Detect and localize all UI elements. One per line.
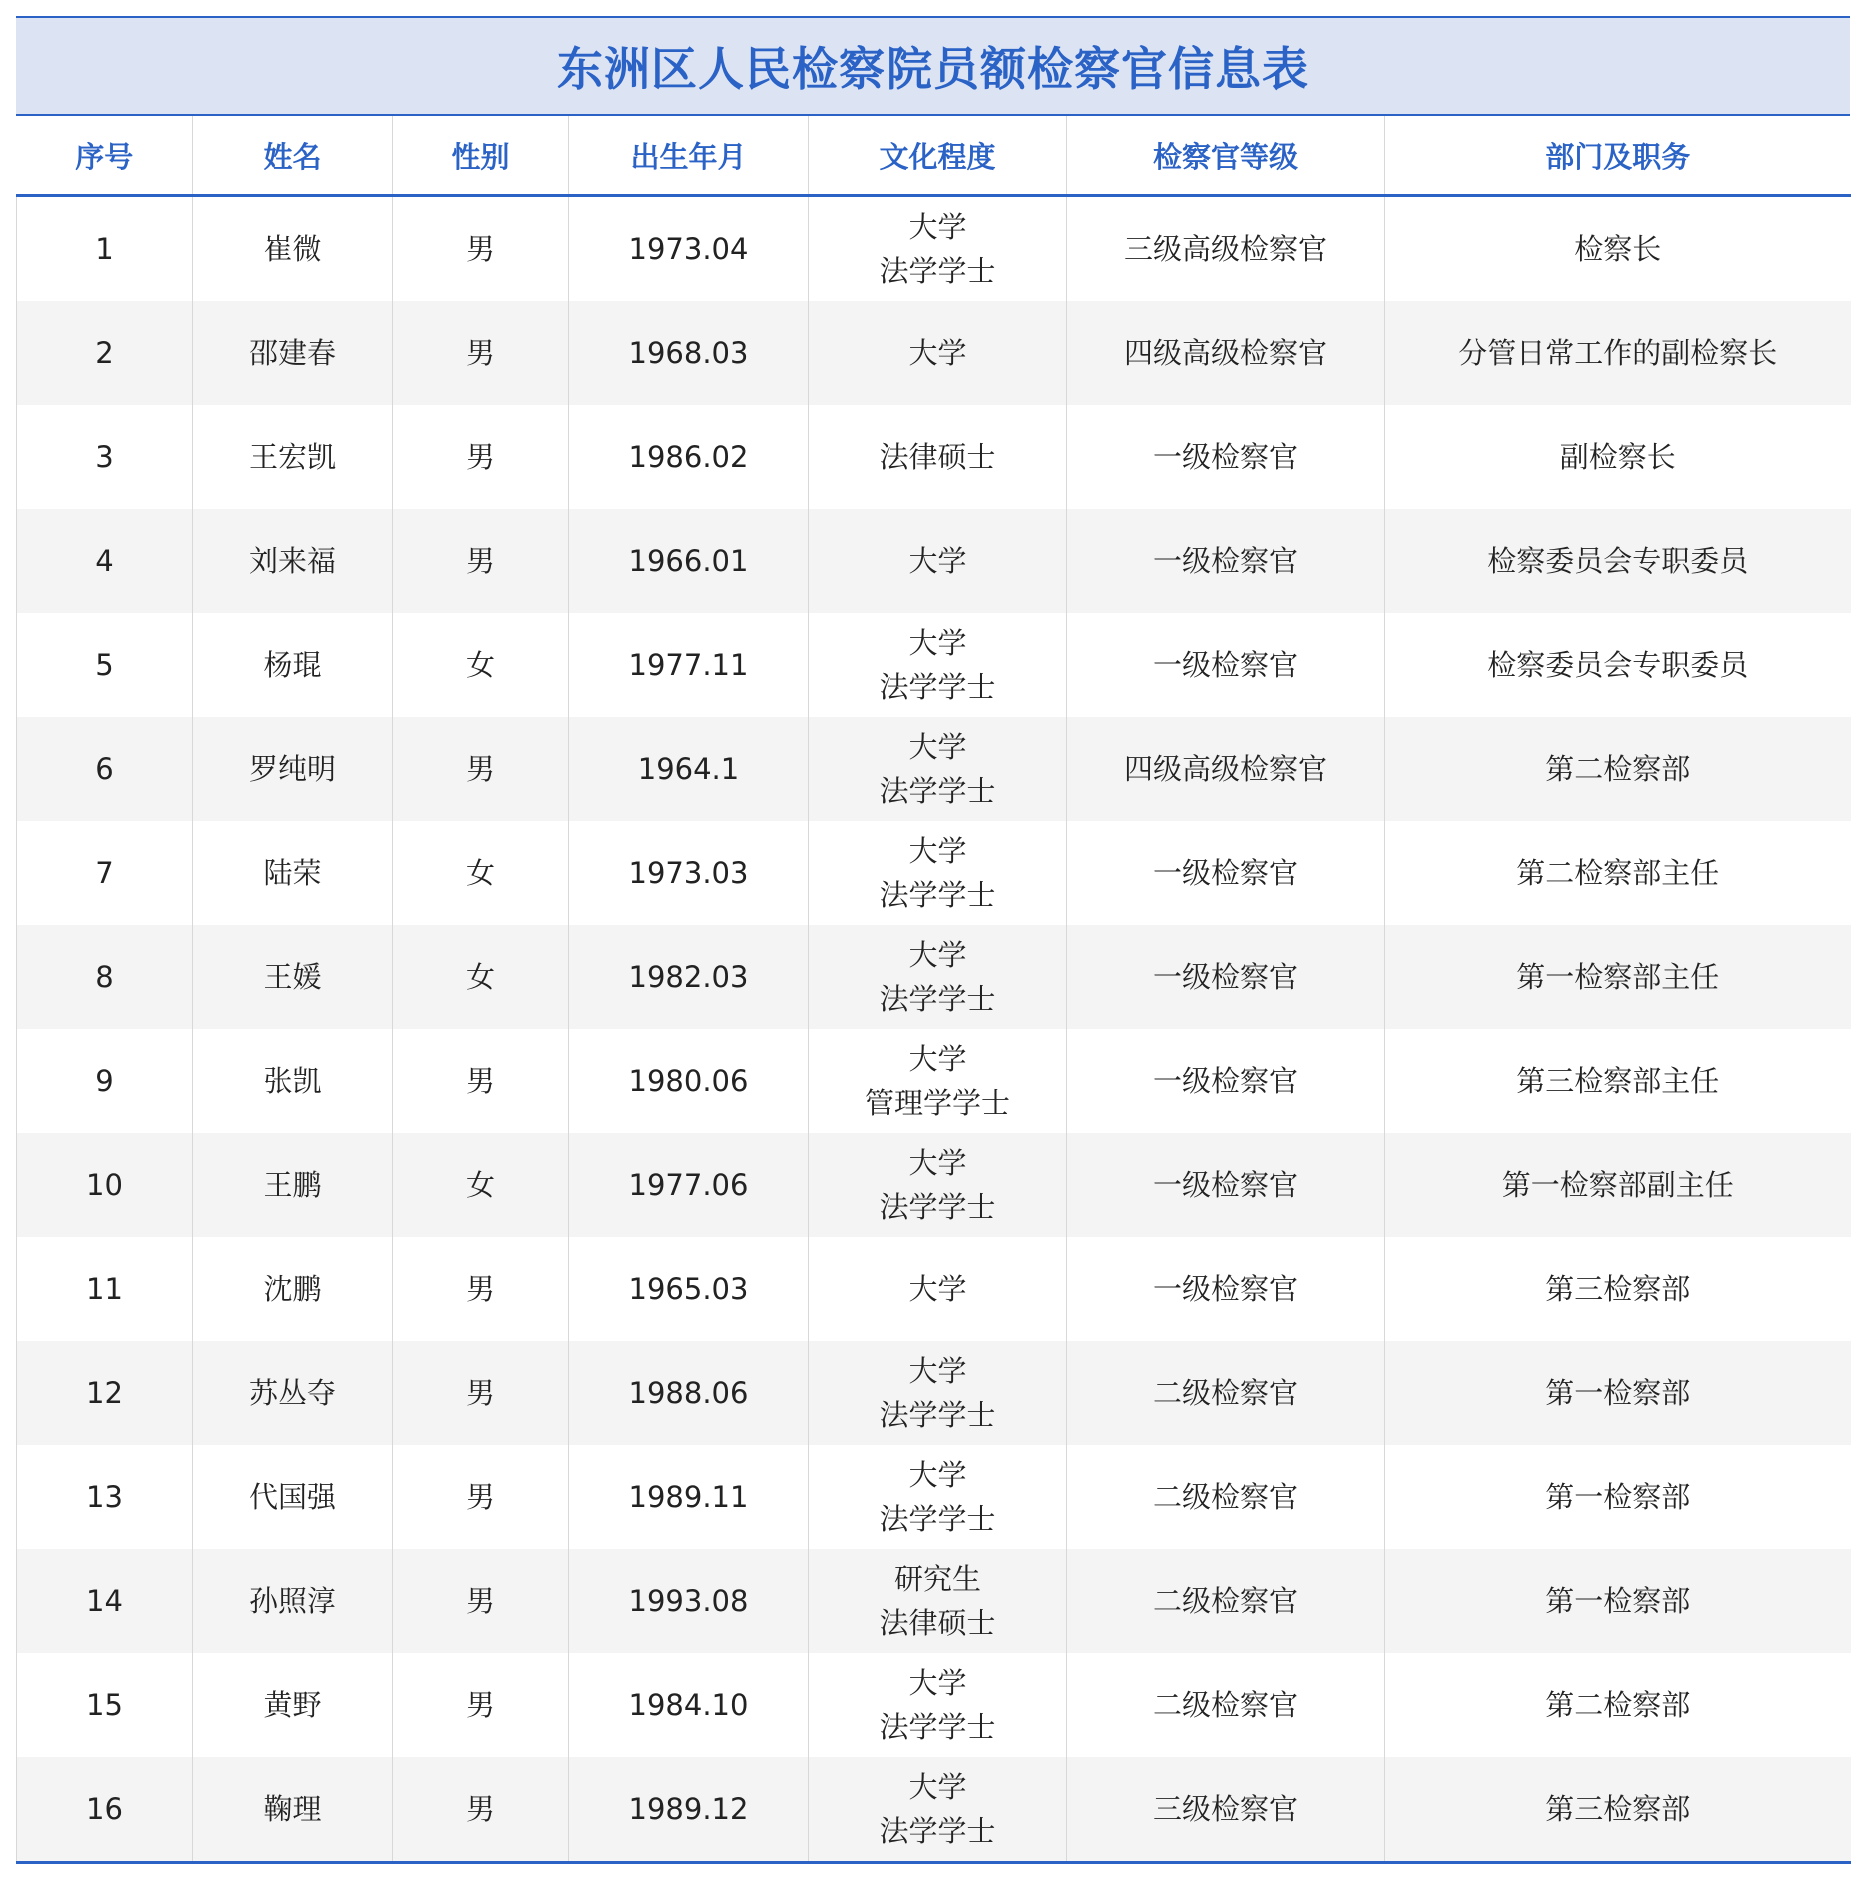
cell-department: 检察长: [1574, 232, 1662, 266]
cell-no: 14: [17, 1549, 193, 1653]
cell-birth: 1977.06: [569, 1133, 809, 1237]
table-row: [17, 509, 1851, 613]
education-line-1: 大学: [908, 938, 967, 972]
cell-level: 二级检察官: [1067, 1445, 1385, 1549]
education-line-1: 大学: [908, 1146, 967, 1180]
cell-no: 7: [17, 821, 193, 925]
cell-name: 陆荣: [193, 821, 393, 925]
cell-education: [809, 1237, 1067, 1341]
cell-department: 检察委员会专职委员: [1385, 509, 1851, 613]
cell-education: [809, 1653, 1067, 1757]
cell-gender: 男: [393, 1653, 569, 1757]
cell-no: 13: [17, 1445, 193, 1549]
cell-education: [809, 1445, 1067, 1549]
education-line-1: 大学: [908, 1354, 967, 1388]
cell-education: [809, 1133, 1067, 1237]
table-row: [17, 1653, 1851, 1757]
cell-department: 第一检察部主任: [1385, 925, 1851, 1029]
cell-birth: 1964.1: [569, 717, 809, 821]
table-row: [17, 1757, 1851, 1863]
cell-department: 第一检察部: [1385, 1549, 1851, 1653]
cell-birth: 1980.06: [569, 1029, 809, 1133]
cell-name: 罗纯明: [193, 717, 393, 821]
cell-level: 三级高级检察官: [1067, 196, 1385, 302]
cell-birth: 1973.03: [569, 821, 809, 925]
cell-level: 三级检察官: [1067, 1757, 1385, 1863]
cell-name: 邵建春: [193, 301, 393, 405]
cell-gender: 男: [393, 1445, 569, 1549]
cell-name: 张凯: [193, 1029, 393, 1133]
cell-name: 代国强: [193, 1445, 393, 1549]
cell-no: 16: [17, 1757, 193, 1863]
education-line-2: 法学学士: [879, 254, 996, 288]
education-line-2: 法学学士: [879, 1814, 996, 1848]
cell-name: 沈鹏: [193, 1237, 393, 1341]
cell-name: 王宏凯: [193, 405, 393, 509]
cell-no: 12: [17, 1341, 193, 1445]
education-line-1: 大学: [908, 544, 967, 578]
education-line-2: 法学学士: [879, 1502, 996, 1536]
cell-department: 检察委员会专职委员: [1487, 648, 1749, 682]
cell-birth: 1982.03: [569, 925, 809, 1029]
cell-birth: 1989.12: [569, 1757, 809, 1863]
cell-no: 4: [17, 509, 193, 613]
cell-education: [809, 301, 1067, 405]
cell-birth: 1965.03: [569, 1237, 809, 1341]
education-line-2: 法学学士: [879, 1190, 996, 1224]
cell-no: 1: [17, 196, 193, 302]
education-line-2: 法学学士: [879, 1710, 996, 1744]
cell-education: [809, 1757, 1067, 1863]
education-line-2: 管理学学士: [864, 1086, 1010, 1120]
cell-level: 一级检察官: [1067, 405, 1385, 509]
cell-gender: 女: [393, 821, 569, 925]
cell-name: 刘来福: [193, 509, 393, 613]
cell-name: 杨琨: [193, 613, 393, 717]
cell-no: 8: [17, 925, 193, 1029]
table-row: [17, 196, 1851, 302]
header-row: [17, 116, 1851, 196]
cell-education: [809, 1029, 1067, 1133]
title-bar: [16, 16, 1850, 116]
header-birth: 出生年月: [569, 116, 809, 196]
cell-gender: 男: [393, 1029, 569, 1133]
table-row: [17, 405, 1851, 509]
cell-level: 二级检察官: [1067, 1341, 1385, 1445]
cell-name: 孙照淳: [193, 1549, 393, 1653]
cell-education: [809, 613, 1067, 717]
education-line-1: 大学: [908, 834, 967, 868]
cell-department: 第二检察部主任: [1516, 856, 1720, 890]
education-line-2: 法学学士: [879, 878, 996, 912]
cell-no: 15: [17, 1653, 193, 1757]
cell-education: [809, 717, 1067, 821]
cell-birth: 1989.11: [569, 1445, 809, 1549]
education-line-1: 大学: [908, 210, 967, 244]
education-line-2: 法学学士: [879, 982, 996, 1016]
header-gender: 性别: [393, 116, 569, 196]
table-row: [17, 1029, 1851, 1133]
cell-education: [809, 405, 1067, 509]
header-department: 部门及职务: [1385, 116, 1851, 196]
table-row: [17, 821, 1851, 925]
cell-no: 3: [17, 405, 193, 509]
cell-education: [809, 821, 1067, 925]
cell-name: 崔微: [193, 196, 393, 302]
cell-level: 二级检察官: [1067, 1653, 1385, 1757]
cell-name: 鞠理: [193, 1757, 393, 1863]
cell-birth: 1986.02: [569, 405, 809, 509]
cell-birth: 1984.10: [569, 1653, 809, 1757]
cell-birth: 1977.11: [569, 613, 809, 717]
cell-department: 第一检察部: [1545, 1480, 1691, 1514]
cell-department: 分管日常工作的副检察长: [1385, 301, 1851, 405]
cell-name: 王媛: [193, 925, 393, 1029]
cell-department: 第二检察部: [1385, 717, 1851, 821]
education-line-1: 大学: [908, 1770, 967, 1804]
table-row: [17, 1341, 1851, 1445]
cell-birth: 1966.01: [569, 509, 809, 613]
cell-gender: 男: [393, 509, 569, 613]
table-body: [17, 196, 1851, 1863]
cell-department: 第一检察部: [1385, 1341, 1851, 1445]
header-no: 序号: [17, 116, 193, 196]
education-line-1: 大学: [908, 336, 967, 370]
cell-name: 黄野: [193, 1653, 393, 1757]
cell-level: 一级检察官: [1067, 1237, 1385, 1341]
cell-education: [809, 196, 1067, 302]
education-line-2: 法学学士: [879, 1398, 996, 1432]
table-row: [17, 1133, 1851, 1237]
prosecutor-table: [16, 116, 1851, 1864]
table-row: [17, 1445, 1851, 1549]
table-row: [17, 717, 1851, 821]
cell-gender: 男: [393, 1341, 569, 1445]
cell-no: 9: [17, 1029, 193, 1133]
education-line-2: 法学学士: [879, 774, 996, 808]
header-level: 检察官等级: [1067, 116, 1385, 196]
education-line-1: 大学: [908, 730, 967, 764]
cell-birth: 1993.08: [569, 1549, 809, 1653]
education-line-2: 法学学士: [879, 670, 996, 704]
cell-level: 一级检察官: [1067, 821, 1385, 925]
cell-level: 一级检察官: [1067, 1029, 1385, 1133]
cell-name: 王鹏: [193, 1133, 393, 1237]
education-line-1: 法律硕士: [879, 440, 996, 474]
cell-gender: 女: [393, 613, 569, 717]
cell-level: 一级检察官: [1067, 925, 1385, 1029]
education-line-1: 研究生: [893, 1562, 981, 1596]
table-row: [17, 301, 1851, 405]
table-row: [17, 613, 1851, 717]
cell-gender: 男: [393, 301, 569, 405]
header-education: 文化程度: [809, 116, 1067, 196]
cell-education: [809, 1341, 1067, 1445]
cell-education: [809, 925, 1067, 1029]
header-name: 姓名: [193, 116, 393, 196]
cell-birth: 1988.06: [569, 1341, 809, 1445]
cell-department: 第三检察部: [1545, 1272, 1691, 1306]
cell-level: 一级检察官: [1067, 509, 1385, 613]
cell-level: 一级检察官: [1067, 613, 1385, 717]
cell-department: 副检察长: [1559, 440, 1676, 474]
cell-birth: 1968.03: [569, 301, 809, 405]
table-row: [17, 1237, 1851, 1341]
cell-education: [809, 509, 1067, 613]
cell-department: 第二检察部: [1545, 1688, 1691, 1722]
education-line-1: 大学: [908, 1458, 967, 1492]
education-line-1: 大学: [908, 1042, 967, 1076]
table-row: [17, 925, 1851, 1029]
education-line-1: 大学: [908, 1666, 967, 1700]
cell-gender: 女: [393, 925, 569, 1029]
cell-level: 二级检察官: [1067, 1549, 1385, 1653]
cell-no: 10: [17, 1133, 193, 1237]
cell-gender: 男: [393, 717, 569, 821]
cell-level: 一级检察官: [1067, 1133, 1385, 1237]
education-line-2: 法律硕士: [879, 1606, 996, 1640]
cell-gender: 男: [393, 1237, 569, 1341]
cell-no: 5: [17, 613, 193, 717]
table-row: [17, 1549, 1851, 1653]
cell-level: 四级高级检察官: [1067, 301, 1385, 405]
cell-department: 第一检察部副主任: [1385, 1133, 1851, 1237]
table-title: 东洲区人民检察院员额检察官信息表: [557, 42, 1309, 96]
cell-gender: 男: [393, 1757, 569, 1863]
cell-no: 6: [17, 717, 193, 821]
prosecutor-info-sheet: [16, 16, 1850, 1864]
cell-gender: 女: [393, 1133, 569, 1237]
education-line-1: 大学: [908, 1272, 967, 1306]
cell-department: 第三检察部主任: [1516, 1064, 1720, 1098]
cell-no: 2: [17, 301, 193, 405]
cell-name: 苏丛夺: [193, 1341, 393, 1445]
cell-department: 第三检察部: [1385, 1757, 1851, 1863]
cell-level: 四级高级检察官: [1067, 717, 1385, 821]
cell-gender: 男: [393, 1549, 569, 1653]
cell-birth: 1973.04: [569, 196, 809, 302]
cell-gender: 男: [393, 196, 569, 302]
cell-gender: 男: [393, 405, 569, 509]
education-line-1: 大学: [908, 626, 967, 660]
cell-education: [809, 1549, 1067, 1653]
cell-no: 11: [17, 1237, 193, 1341]
